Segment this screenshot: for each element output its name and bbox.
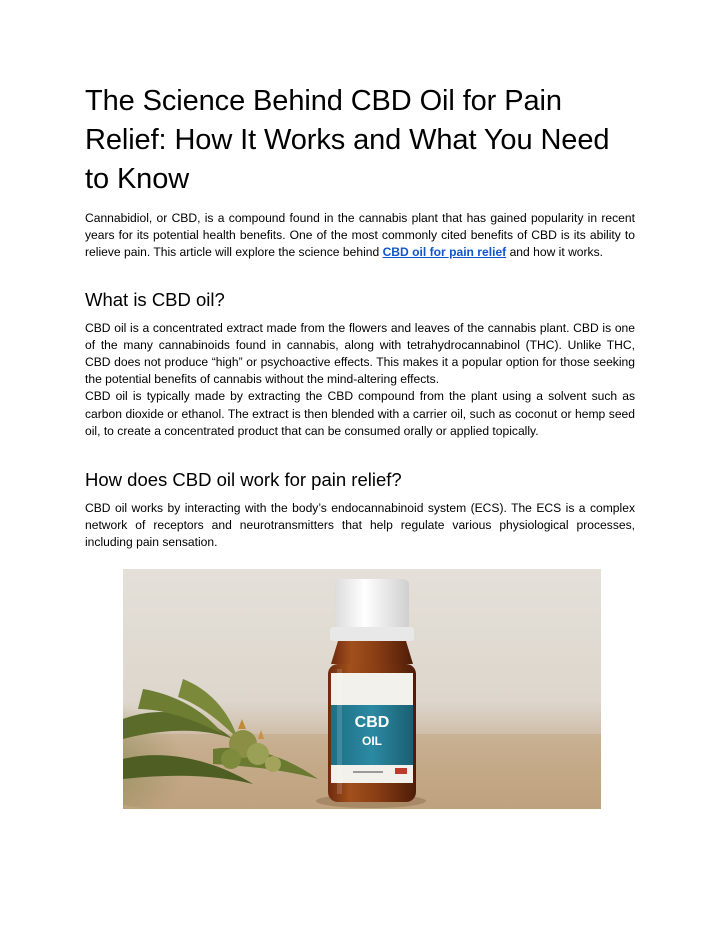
- section-paragraph: CBD oil works by interacting with the body’s endocannabinoid system (ECS). The ECS is a complex network of receptors and neurotransmitters that help regulate various physiological processes, including pain sensation.: [85, 501, 635, 550]
- intro-text-after-link: and how it works.: [506, 245, 604, 260]
- cbd-bottle-photo: [123, 569, 601, 809]
- intro-text-before-link: Cannabidiol, or CBD, is a compound found in the cannabis plant that has gained popularity in recent years for its potential health benefits. One of the most commonly cited benefits of CBD is its ability to relieve pain. This article will explore the science behind: [85, 211, 635, 260]
- cbd-oil-pain-relief-link[interactable]: CBD oil for pain relief: [382, 245, 507, 260]
- bottle-label-cbd: CBD: [354, 714, 390, 731]
- section-paragraph: CBD oil is typically made by extracting the CBD compound from the plant using a solvent such as carbon dioxide or ethanol. The extract is then blended with a carrier oil, such as coconut or hemp seed oil, to create a concentrated product that can be consumed orally or applied topically.: [85, 389, 635, 438]
- article-title: The Science Behind CBD Oil for Pain Relief: How It Works and What You Need to Know: [85, 85, 610, 195]
- bottle-label-oil: OIL: [362, 734, 382, 748]
- intro-paragraph: [85, 210, 635, 262]
- section-heading-what-is-cbd: What is CBD oil?: [85, 288, 225, 310]
- document-page: [85, 82, 635, 552]
- section-heading-how-cbd-works: How does CBD oil work for pain relief?: [85, 469, 402, 491]
- section-paragraph: CBD oil is a concentrated extract made from the flowers and leaves of the cannabis plant. CBD is one of the many cannabinoids found in cannabis, along with tetrahydrocannabinol (THC). Unlike THC, CBD does not produce “high” or psychoactive effects. This makes it a popular option for those seeking the potential benefits of cannabis without the mind-altering effects.: [85, 320, 635, 387]
